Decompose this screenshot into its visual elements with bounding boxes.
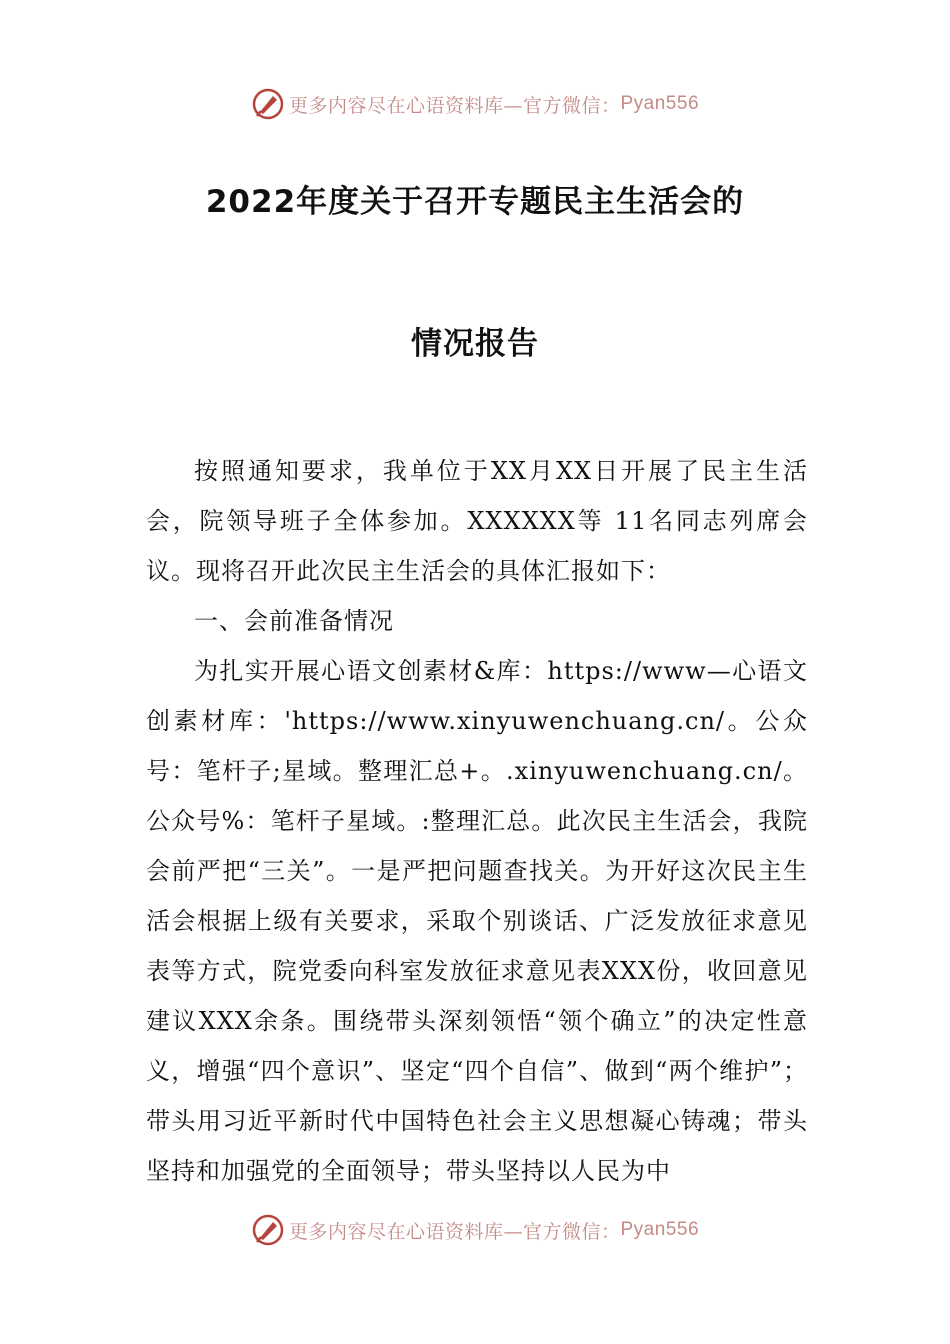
banner-wechat-id: Pyan556: [620, 93, 700, 114]
document-title-line-1: 2022年度关于召开专题民主生活会的: [205, 184, 745, 220]
footer-watermark-banner: [0, 1210, 950, 1250]
section-heading-1: 一、会前准备情况: [194, 607, 394, 635]
header-watermark-banner: [0, 84, 950, 124]
pen-nib-logo-icon: [251, 1213, 285, 1247]
banner-wechat-id: Pyan556: [620, 1219, 700, 1240]
document-body: [146, 446, 808, 1196]
document-title-line-2: 情况报告: [411, 326, 539, 362]
paragraph-preparation: 为扎实开展心语文创素材&库：https://www—心语文创素材库：'https://www.xinyuwenchuang.cn/。公众号：笔杆子;星域。整理汇总+。.xinyuwenchuang.cn/。公众号%：笔杆子星域。:整理汇总。此次民主生活会，我院会前严把“三关”。一是严把问题查找关。为开好这次民主生活会根据上级有关要求，采取个别谈话、广泛发放征求意见表等方式，院党委向科室发放征求意见表XXX份，收回意见建议XXX余条。围绕带头深刻领悟“领个确立”的决定性意义，增强“四个意识”、坚定“四个自信”、做到“两个维护”；带头用习近平新时代中国特色社会主义思想凝心铸魂；带头坚持和加强党的全面领导；带头坚持以人民为中: [146, 657, 808, 1185]
banner-text: 更多内容尽在心语资料库—官方微信：: [288, 94, 621, 117]
pen-nib-logo-icon: [251, 87, 285, 121]
paragraph-intro: 按照通知要求，我单位于XX月XX日开展了民主生活会，院领导班子全体参加。XXXXXX等 11名同志列席会议。现将召开此次民主生活会的具体汇报如下：: [146, 457, 808, 585]
banner-text: 更多内容尽在心语资料库—官方微信：: [288, 1220, 621, 1243]
